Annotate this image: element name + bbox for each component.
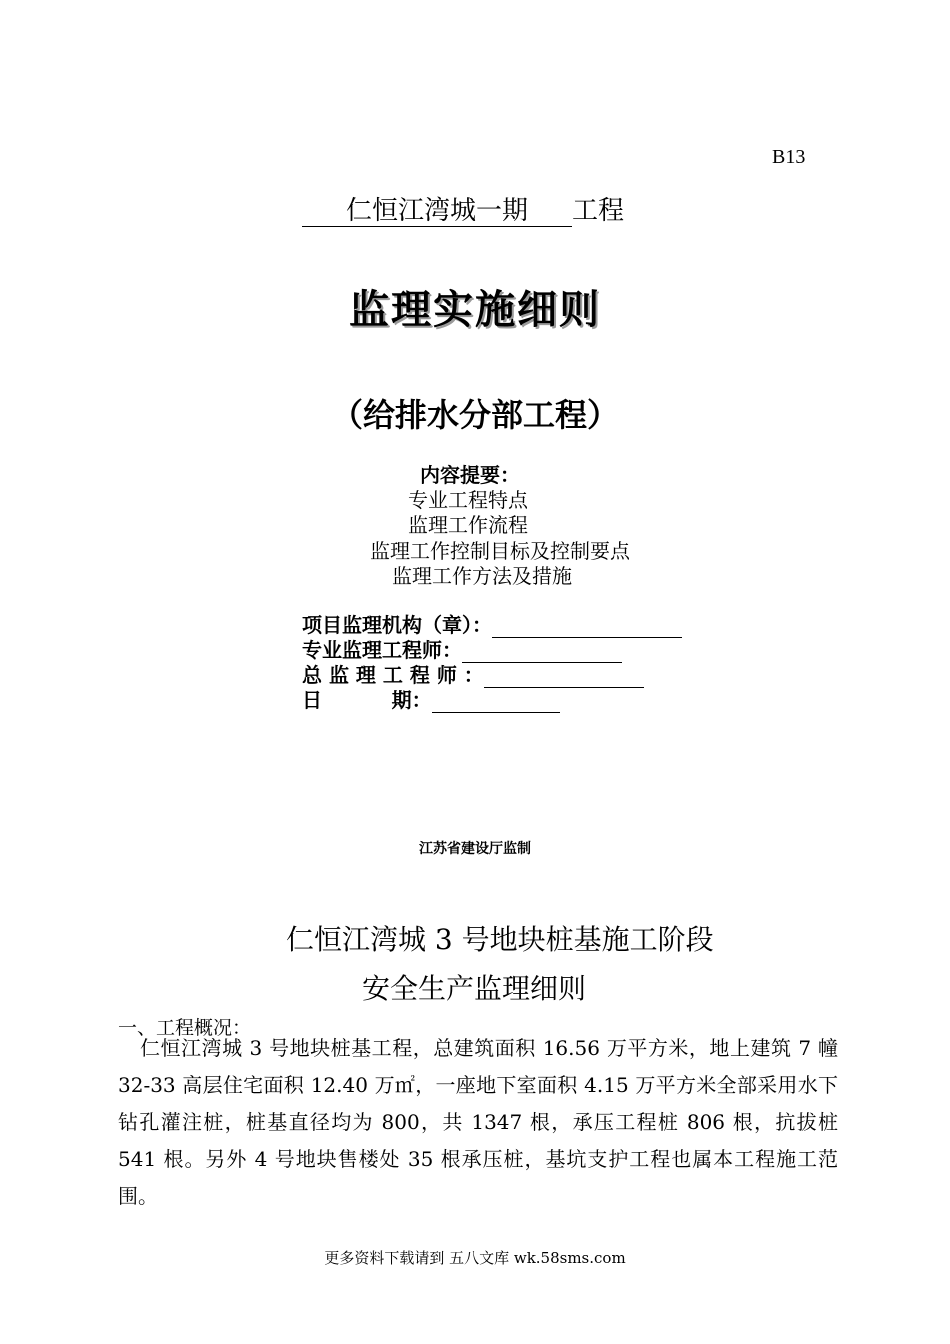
section-heading: 一、工程概况： (118, 1017, 252, 1039)
signature-blank[interactable] (432, 692, 560, 713)
project-name-line (302, 196, 624, 227)
summary-heading: 内容提要： (420, 463, 520, 487)
project-name: 仁恒江湾城一期 (302, 196, 572, 227)
form-code: B13 (772, 146, 806, 168)
document-title-line2: 安全生产监理细则 (362, 972, 587, 1005)
project-suffix: 工程 (572, 196, 625, 226)
subtitle: （给排水分部工程） (330, 396, 619, 434)
signature-label: 项目监理机构（章）： (302, 613, 492, 637)
summary-item: 监理工作方法及措施 (392, 564, 572, 588)
signature-label: 总 监 理 工 程 师 ： (302, 663, 484, 687)
document-title-line1: 仁恒江湾城 3 号地块桩基施工阶段 (286, 923, 714, 956)
signature-label: 日 期： (302, 688, 432, 712)
main-title: 监理实施细则 (349, 287, 601, 333)
summary-item: 监理工作控制目标及控制要点 (370, 539, 630, 563)
signature-row-date (302, 684, 560, 713)
signature-label: 专业监理工程师： (302, 638, 462, 662)
summary-item: 监理工作流程 (408, 513, 528, 537)
summary-item: 专业工程特点 (408, 488, 528, 512)
section-body: 仁恒江湾城 3 号地块桩基工程，总建筑面积 16.56 万平方米，地上建筑 7 幢 32-33 高层住宅面积 12.40 万㎡，一座地下室面积 4.15 万平方米全部采用水下钻孔灌注桩，桩基直径均为 800，共 1347 根，承压工程桩 806 根，抗拔桩 541 根。另外 4 号地块售楼处 35 根承压桩，基坑支护工程也属本工程施工范围。 (118, 1036, 838, 1208)
footer: 更多资料下载请到 五八文库 wk.58sms.com (324, 1249, 626, 1267)
issuer: 江苏省建设厅监制 (419, 841, 531, 857)
